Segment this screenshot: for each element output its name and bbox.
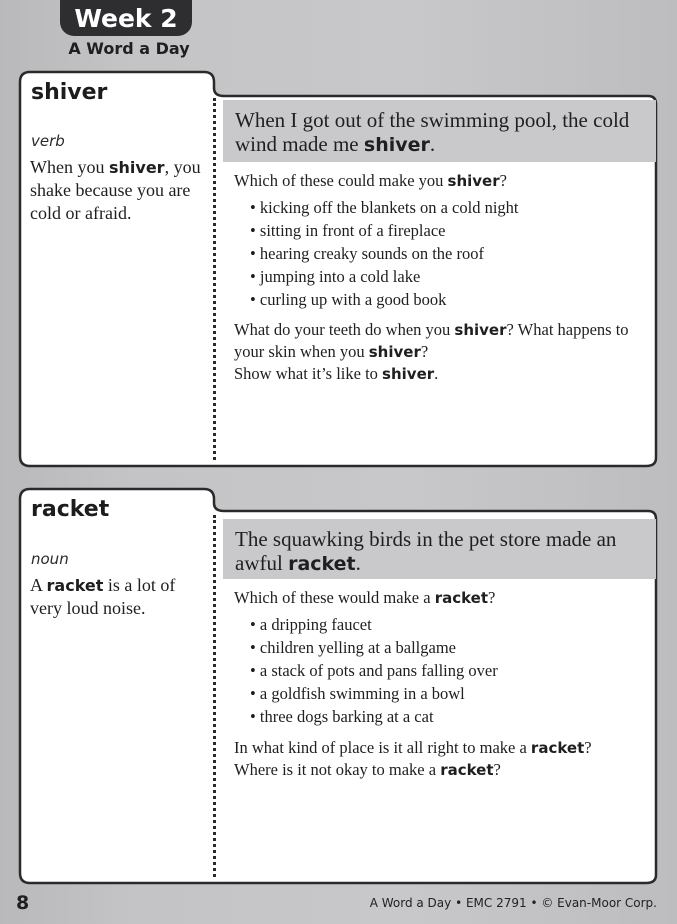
- sentence-text: When I got out of the swimming pool, the cold wind made me: [235, 108, 630, 156]
- sentence-text: .: [355, 551, 361, 575]
- vocab-word: shiver: [31, 80, 108, 105]
- discussion-text: .: [434, 364, 439, 383]
- option-list: [250, 196, 519, 311]
- list-item: • children yelling at a ballgame: [250, 636, 498, 659]
- discussion-keyword: racket: [530, 739, 585, 757]
- discussion-text: Where is it not okay to make a: [234, 760, 441, 779]
- question-text: ?: [499, 171, 507, 190]
- book-subtitle: A Word a Day: [68, 39, 190, 58]
- list-item: • sitting in front of a fireplace: [250, 219, 519, 242]
- list-item: • three dogs barking at a cat: [250, 705, 498, 728]
- option-list: [250, 613, 498, 728]
- discussion-text: ?: [420, 342, 429, 361]
- word-card-shiver: [18, 70, 658, 468]
- question-keyword: racket: [434, 589, 489, 607]
- discussion-text: ?: [584, 738, 592, 757]
- list-item: • a goldfish swimming in a bowl: [250, 682, 498, 705]
- week-label: Week 2: [60, 0, 192, 36]
- dotted-divider: [213, 515, 216, 877]
- prompt-question: [234, 587, 654, 609]
- discussion-text: ? What happens to your skin when you: [234, 320, 629, 361]
- sentence-keyword: racket: [288, 553, 356, 575]
- publisher-credit: A Word a Day • EMC 2791 • © Evan-Moor Corp.: [369, 896, 657, 910]
- discussion-text: Show what it’s like to: [234, 364, 383, 383]
- question-text: Which of these could make you: [234, 171, 448, 190]
- question-text: Which of these would make a: [234, 588, 435, 607]
- sentence-text: The squawking birds in the pet store made an awful: [235, 527, 617, 575]
- definition: [30, 156, 205, 225]
- definition-text: A: [30, 575, 47, 595]
- definition-keyword: racket: [46, 576, 104, 595]
- discussion-text: ?: [493, 760, 501, 779]
- question-text: ?: [488, 588, 496, 607]
- prompt-question: [234, 170, 654, 192]
- sentence-text: .: [429, 132, 436, 156]
- list-item: • a dripping faucet: [250, 613, 498, 636]
- discussion-keyword: racket: [440, 761, 494, 779]
- discussion-questions: [234, 737, 654, 781]
- discussion-text: What do your teeth do when you: [234, 320, 455, 339]
- dotted-divider: [213, 98, 216, 460]
- discussion-questions: [234, 319, 639, 385]
- part-of-speech: noun: [31, 550, 69, 568]
- example-sentence: [223, 100, 656, 162]
- page-number: 8: [16, 892, 30, 914]
- list-item: • kicking off the blankets on a cold night: [250, 196, 519, 219]
- discussion-text: In what kind of place is it all right to make a: [234, 738, 531, 757]
- list-item: • jumping into a cold lake: [250, 265, 519, 288]
- definition-text: When you: [30, 157, 109, 177]
- vocab-word: racket: [31, 497, 110, 522]
- sentence-keyword: shiver: [363, 134, 430, 156]
- discussion-keyword: shiver: [382, 365, 435, 383]
- discussion-keyword: shiver: [454, 321, 507, 339]
- list-item: • curling up with a good book: [250, 288, 519, 311]
- definition: [30, 574, 205, 620]
- discussion-keyword: shiver: [368, 343, 421, 361]
- example-sentence: [223, 519, 656, 579]
- part-of-speech: verb: [31, 132, 65, 150]
- list-item: • hearing creaky sounds on the roof: [250, 242, 519, 265]
- definition-text: is a lot of very loud noise.: [30, 575, 176, 618]
- definition-keyword: shiver: [108, 158, 165, 177]
- definition-text: , you shake because you are cold or afraid.: [30, 157, 201, 223]
- word-card-racket: [18, 487, 658, 885]
- question-keyword: shiver: [447, 172, 500, 190]
- list-item: • a stack of pots and pans falling over: [250, 659, 498, 682]
